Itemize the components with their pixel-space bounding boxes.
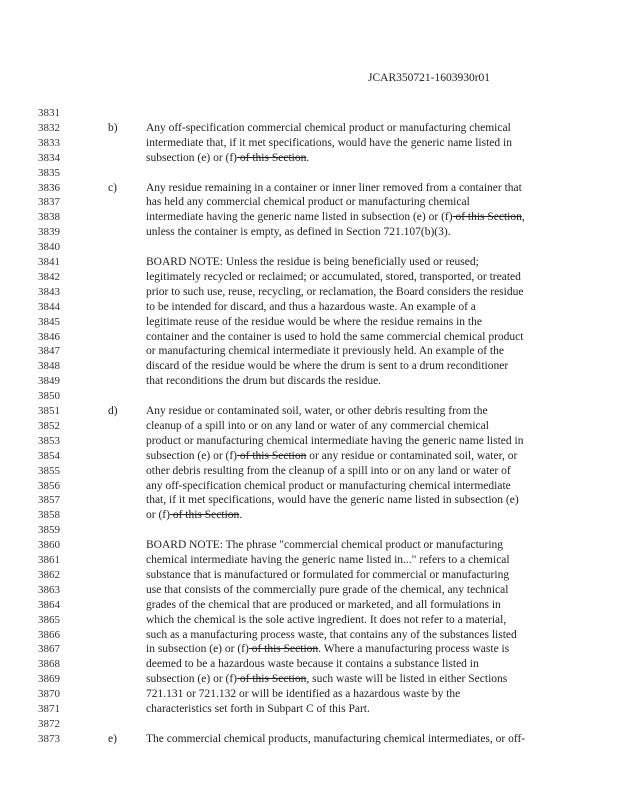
line-number: 3851 — [38, 405, 60, 417]
text-line — [146, 374, 381, 389]
text-segment: product or manufacturing chemical intermediate having the generic name listed in — [146, 434, 524, 447]
line-number: 3840 — [38, 241, 60, 254]
line-number: 3865 — [38, 613, 60, 626]
text-line — [146, 151, 309, 166]
line-number: 3850 — [38, 390, 60, 403]
line-number: 3856 — [38, 479, 60, 492]
text-line — [146, 434, 523, 449]
text-segment: , — [521, 211, 525, 224]
text-segment: BOARD NOTE: Unless the residue is being beneficially used or reused; — [146, 256, 479, 268]
text-segment: . — [239, 509, 243, 522]
text-segment: cleanup of a spill into or on any land or water of any commercial chemical — [146, 419, 489, 432]
line-number: 3833 — [38, 136, 60, 149]
text-segment: or (f) — [146, 509, 170, 522]
text-line — [146, 464, 511, 479]
line-number: 3834 — [38, 151, 60, 164]
text-segment: legitimately recycled or reclaimed; or accumulated, stored, transported, or treated — [146, 270, 521, 283]
text-line — [146, 508, 242, 523]
line-number: 3866 — [38, 628, 60, 641]
subsection-marker: e) — [108, 732, 117, 745]
text-segment: that, if it met specifications, would have the generic name listed in subsection (e) — [146, 494, 519, 507]
text-line — [146, 613, 506, 628]
text-segment: BOARD NOTE: The phrase "commercial chemical product or manufacturing — [146, 539, 504, 552]
line-number: 3862 — [38, 568, 60, 581]
line-number: 3831 — [38, 107, 60, 119]
subsection-marker: b) — [108, 121, 118, 134]
text-line — [146, 419, 489, 434]
line-number: 3861 — [38, 554, 60, 566]
struck-text: of this Section — [169, 509, 240, 522]
text-segment: to be intended for discard, and thus a hazardous waste. An example of a — [146, 300, 476, 313]
line-number: 3872 — [38, 717, 60, 730]
line-number: 3869 — [38, 673, 60, 686]
text-line — [146, 583, 508, 598]
line-number: 3842 — [38, 270, 60, 283]
line-number: 3855 — [38, 464, 60, 477]
text-segment: characteristics set forth in Subpart C of this Part. — [146, 703, 370, 715]
text-segment: discard of the residue would be where the drum is sent to a drum reconditioner — [146, 360, 509, 373]
text-segment: which the chemical is the sole active ingredient. It does not refer to a material, — [146, 613, 507, 626]
struck-text: of this Section — [237, 673, 307, 686]
text-segment: subsection (e) or (f) — [146, 151, 238, 164]
text-segment: intermediate that, if it met specifications, would have the generic name listed in — [146, 136, 512, 149]
line-number: 3845 — [38, 315, 60, 328]
line-number: 3853 — [38, 434, 60, 447]
text-line — [146, 136, 512, 151]
line-number: 3857 — [38, 494, 60, 507]
text-line — [146, 732, 525, 747]
line-number: 3871 — [38, 703, 60, 715]
text-segment: substance that is manufactured or formulated for commercial or manufacturing — [146, 568, 510, 581]
text-segment: 721.131 or 721.132 or will be identified as a hazardous waste by the — [146, 688, 461, 701]
struck-text: of this Section — [452, 211, 522, 224]
line-number: 3838 — [38, 211, 60, 224]
text-line — [146, 255, 479, 270]
line-number: 3870 — [38, 688, 60, 701]
line-number: 3848 — [38, 360, 60, 373]
line-number: 3860 — [38, 539, 60, 552]
line-number: 3849 — [38, 375, 60, 388]
text-line — [146, 672, 507, 687]
text-segment: that reconditions the drum but discards the residue. — [146, 375, 382, 388]
text-segment: or any residue or contaminated soil, water, or — [306, 449, 518, 462]
text-line — [146, 628, 517, 643]
subsection-marker: c) — [108, 181, 117, 194]
text-line — [146, 225, 451, 240]
text-segment: such as a manufacturing process waste, that contains any of the substances listed — [146, 628, 517, 641]
line-number: 3846 — [38, 330, 60, 343]
text-segment: Any off-specification commercial chemical product or manufacturing chemical — [146, 121, 511, 134]
line-number: 3841 — [38, 256, 60, 268]
line-number: 3843 — [38, 285, 60, 298]
text-segment: or manufacturing chemical intermediate it previously held. An example of the — [146, 345, 504, 358]
struck-text: of this Section — [237, 449, 307, 462]
text-line — [146, 359, 508, 374]
text-segment: intermediate having the generic name listed in subsection (e) or (f) — [146, 211, 453, 224]
text-line — [146, 702, 370, 717]
text-segment: deemed to be a hazardous waste because it contains a substance listed in — [146, 658, 479, 671]
text-line — [146, 553, 510, 568]
struck-text: of this Section — [237, 151, 307, 164]
text-line — [146, 270, 521, 285]
text-line — [146, 568, 509, 583]
text-segment: other debris resulting from the cleanup of a spill into or on any land or water of — [146, 464, 511, 477]
text-line — [146, 330, 523, 345]
text-line — [146, 181, 522, 196]
line-number: 3864 — [38, 598, 60, 611]
document-id: JCAR350721-1603930r01 — [368, 72, 491, 84]
text-segment: , such waste will be listed in either Sections — [306, 673, 508, 686]
text-segment: . — [306, 151, 310, 164]
text-line — [146, 642, 509, 657]
line-number: 3847 — [38, 345, 60, 358]
line-number: 3852 — [38, 419, 60, 432]
text-segment: grades of the chemical that are produced or marketed, and all formulations in — [146, 598, 501, 611]
text-segment: The commercial chemical products, manufacturing chemical intermediates, or off- — [146, 732, 526, 745]
text-line — [146, 657, 479, 672]
line-number: 3863 — [38, 583, 60, 596]
text-segment: subsection (e) or (f) — [146, 673, 238, 686]
text-segment: container and the container is used to hold the same commercial chemical product — [146, 330, 524, 343]
line-number: 3844 — [38, 300, 60, 313]
subsection-marker: d) — [108, 405, 118, 417]
text-line — [146, 479, 511, 494]
line-number: 3873 — [38, 732, 60, 745]
line-number: 3859 — [38, 524, 60, 537]
text-line — [146, 285, 523, 300]
text-line — [146, 404, 488, 419]
line-number: 3858 — [38, 509, 60, 522]
text-segment: any off-specification chemical product or manufacturing chemical intermediate — [146, 479, 511, 492]
text-segment: subsection (e) or (f) — [146, 449, 238, 462]
line-number: 3868 — [38, 658, 60, 671]
text-segment: use that consists of the commercially pure grade of the chemical, any technical — [146, 583, 509, 596]
text-line — [146, 598, 501, 613]
text-line — [146, 493, 519, 508]
text-line — [146, 210, 525, 225]
line-number: 3832 — [38, 121, 60, 134]
text-segment: legitimate reuse of the residue would be where the residue remains in the — [146, 315, 482, 328]
struck-text: of this Section — [248, 643, 319, 656]
text-line — [146, 687, 460, 702]
text-line — [146, 315, 482, 330]
text-line — [146, 195, 470, 210]
text-segment: Any residue or contaminated soil, water, or other debris resulting from the — [146, 405, 488, 417]
line-number: 3839 — [38, 226, 60, 239]
text-line — [146, 300, 476, 315]
text-segment: Any residue remaining in a container or inner liner removed from a container that — [146, 181, 522, 194]
text-segment: chemical intermediate having the generic name listed in..." refers to a chemical — [146, 554, 510, 566]
text-segment: in subsection (e) or (f) — [146, 643, 249, 656]
text-segment: prior to such use, reuse, recycling, or reclamation, the Board considers the residue — [146, 285, 524, 298]
text-segment: . Where a manufacturing process waste is — [318, 643, 510, 656]
text-line — [146, 449, 517, 464]
text-line — [146, 121, 511, 136]
line-number: 3836 — [38, 181, 60, 194]
text-line — [146, 538, 503, 553]
line-number: 3837 — [38, 196, 60, 209]
line-number: 3867 — [38, 643, 60, 656]
line-number: 3835 — [38, 166, 60, 179]
text-line — [146, 344, 504, 359]
text-segment: unless the container is empty, as defined in Section 721.107(b)(3). — [146, 226, 451, 239]
line-number: 3854 — [38, 449, 60, 462]
text-segment: has held any commercial chemical product or manufacturing chemical — [146, 196, 470, 209]
